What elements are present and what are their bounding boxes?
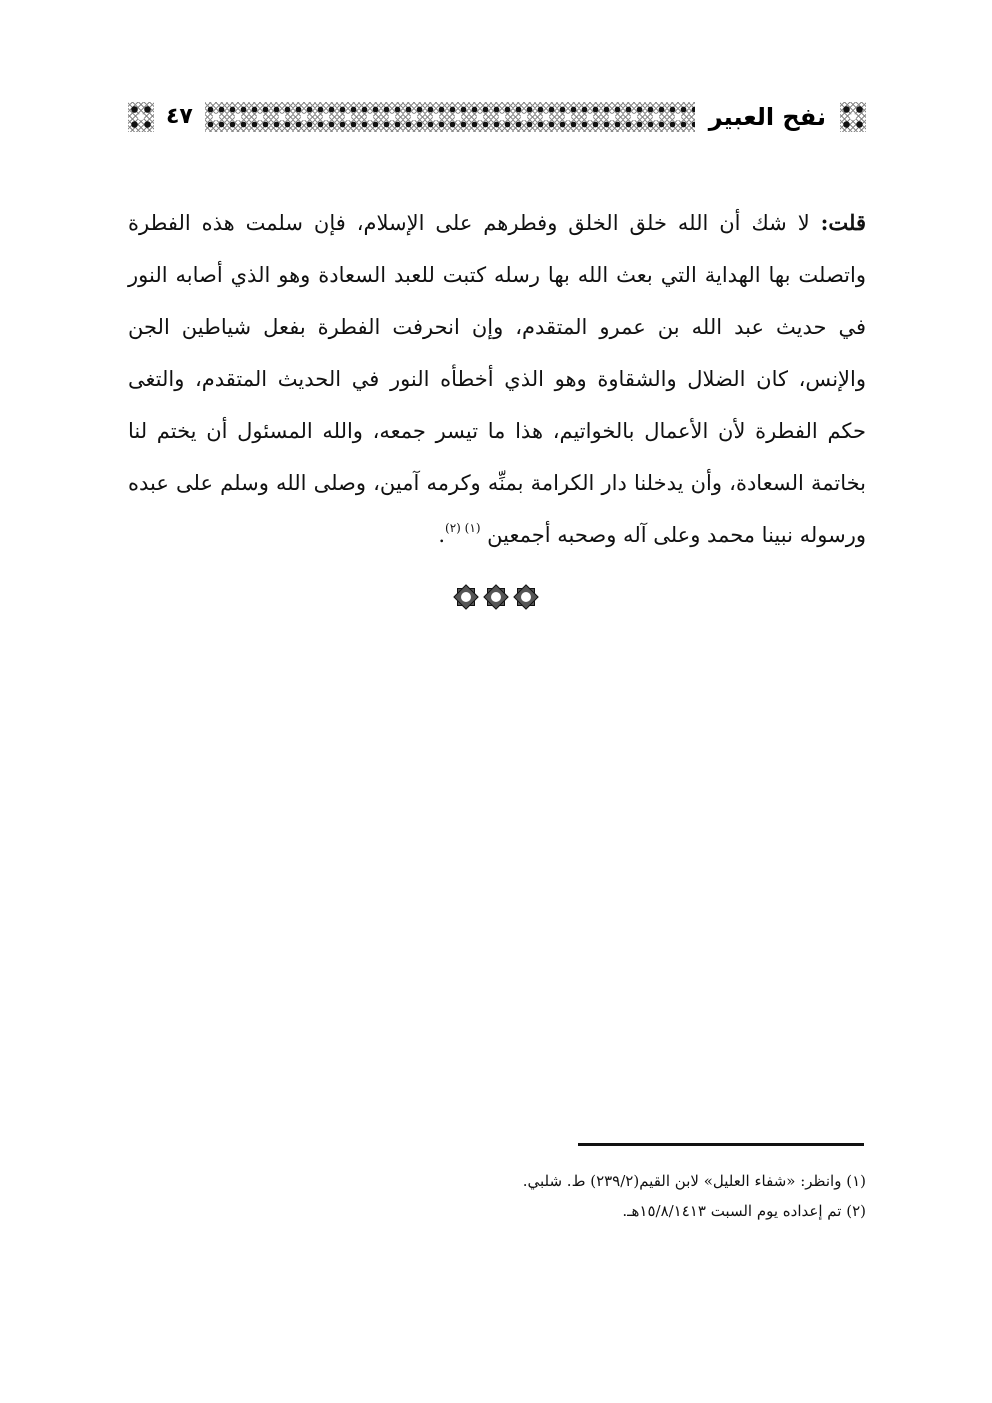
star-ornament-icon	[454, 585, 478, 609]
footnote-marker: (١)	[846, 1172, 866, 1190]
footnote-separator	[578, 1143, 864, 1146]
ornament-tile-left-icon	[128, 102, 154, 132]
footnote-text: تم إعداده يوم السبت ١٥/٨/١٤١٣هـ.	[622, 1202, 842, 1220]
running-title: نفح العبير	[708, 103, 826, 131]
footnote-text: وانظر: «شفاء العليل» لابن القيم(٢٣٩/٢) ط. شلبي.	[522, 1172, 842, 1190]
section-divider	[0, 585, 992, 609]
end-punctuation: .	[438, 523, 446, 547]
body-paragraph	[128, 197, 866, 561]
footnotes	[128, 1166, 866, 1226]
footnote-2	[128, 1196, 866, 1226]
star-ornament-icon	[514, 585, 538, 609]
page-number: ٤٧	[166, 104, 193, 129]
footnote-references[interactable]: (١) (٢)	[445, 521, 481, 535]
footnote-marker: (٢)	[846, 1202, 866, 1220]
footnote-1	[128, 1166, 866, 1196]
ornament-band-icon	[205, 102, 695, 132]
ornament-tile-right-icon	[840, 102, 866, 132]
paragraph-text: لا شك أن الله خلق الخلق وفطرهم على الإسلام، فإن سلمت هذه الفطرة واتصلت بها الهداية التي بعث الله بها رسله كتبت للعبد السعادة وهو الذي أصابه النور في حديث عبد الله بن عمرو المتقدم، وإن انحرفت الفطرة بفعل شياطين الجن والإنس، كان الضلال والشقاوة وهو الذي أخطأه النور في الحديث المتقدم، والتغى حكم الفطرة لأن الأعمال بالخواتيم، هذا ما تيسر جمعه، والله المسئول أن يختم لنا بخاتمة السعادة، وأن يدخلنا دار الكرامة بمنِّه وكرمه آمين، وصلى الله وسلم على عبده ورسوله نبينا محمد وعلى آله وصحبه أجمعين	[128, 211, 866, 547]
page-header	[128, 100, 866, 134]
star-ornament-icon	[484, 585, 508, 609]
paragraph-lead: قلت:	[820, 210, 866, 235]
